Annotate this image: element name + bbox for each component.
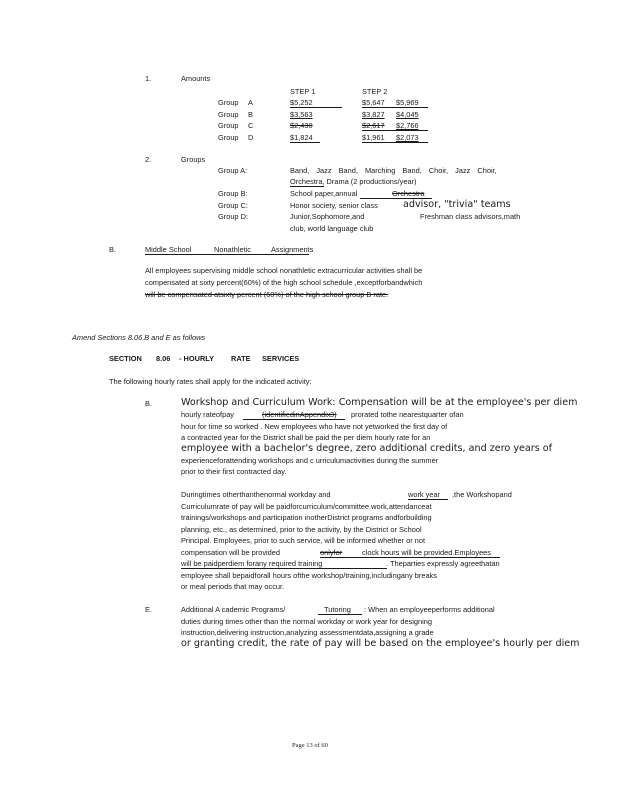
groups-heading: Groups xyxy=(181,155,206,164)
item-b-l5: employee with a bachelor's degree, zero additional credits, and zero years of xyxy=(181,443,553,454)
step1-value: $3,563 xyxy=(290,110,313,119)
step2-value: $1,961 xyxy=(362,133,385,142)
group-letter: A xyxy=(248,98,253,107)
item-b-p2-l7b: . Theparties expressly agreethatan xyxy=(386,559,500,568)
section-number: 8.06 xyxy=(156,354,171,363)
section-label: SECTION xyxy=(109,354,142,363)
item-e-l2: duties during times other than the normal workday or work year for designing xyxy=(181,617,432,626)
item-e-tutoring: Tutoring xyxy=(324,605,351,614)
group-a-text: Band, Jazz Band, Marching Band, Choir, Jazz Choir, xyxy=(290,166,497,175)
item-e-l1c: : When an employeeperforms additional xyxy=(364,605,495,614)
section-title-3: SERVICES xyxy=(262,354,300,363)
step2-value: $5,647 xyxy=(362,98,385,107)
group-letter: D xyxy=(248,133,254,142)
item-b-p2-l2: Curriculumrate of pay will be paidforcurriculum/committee work,attendanceat xyxy=(181,502,432,511)
underline xyxy=(181,568,387,569)
underline xyxy=(318,614,362,615)
group-b-struck: Orchestra xyxy=(392,189,425,198)
item-b-l2c-struck: 3) xyxy=(330,410,337,419)
amounts-number: 1. xyxy=(145,74,152,83)
item-b-letter: B. xyxy=(145,399,152,408)
item-b-p2-l6a: compensation will be provided xyxy=(181,548,281,557)
section-title-1: - HOURLY xyxy=(179,354,215,363)
group-c-text: Honor society, senior class xyxy=(290,201,378,210)
step2-new-value: $4,045 xyxy=(396,110,419,119)
section-intro: The following hourly rates shall apply for the indicated activity: xyxy=(109,377,312,386)
group-letter: B xyxy=(248,110,253,119)
item-b-p2-work-year: work year xyxy=(408,490,441,499)
group-d-text: Junior,Sophomore,and xyxy=(290,212,365,221)
middle-heading-1: Middle School xyxy=(145,245,192,254)
item-b-p2-l7a: will be paidperdiem forany required training xyxy=(181,559,323,568)
item-b-p2-onlyfor-struck: onlyfor xyxy=(320,548,343,557)
item-b-l2d: prorated tothe nearestquarter ofan xyxy=(351,410,464,419)
step2-new-value: $5,969 xyxy=(396,98,419,107)
middle-heading-2: Nonathletic xyxy=(214,245,251,254)
item-e-l1a: Additional A cademic Programs/ xyxy=(181,605,286,614)
item-e-letter: E. xyxy=(145,605,152,614)
item-b-p2-l1b: ,the Workshopand xyxy=(452,490,512,499)
group-a-text-2: Orchestra, Drama (2 productions/year) xyxy=(290,177,417,186)
groups-number: 2. xyxy=(145,155,152,164)
step1-header: STEP 1 xyxy=(290,87,316,96)
underline xyxy=(320,557,500,558)
middle-line-3-struck: will be compensated atsixty percent (60%) of the high school group B rate. xyxy=(145,290,389,299)
item-b-p2-l6b: clock hours will be provided.Employees xyxy=(362,548,491,557)
step1-value: $1,824 xyxy=(290,133,313,142)
underline xyxy=(290,186,324,187)
item-b-p2-l4: planning, etc., as determined, prior to the activity, by the District or School xyxy=(181,525,422,534)
step2-value: $3,827 xyxy=(362,110,385,119)
step2-new-value: $2,073 xyxy=(396,133,419,142)
group-a-label: Group A: xyxy=(218,166,248,175)
item-b-l3: hour for time so worked . New employees who have not yetworked the first day of xyxy=(181,422,448,431)
item-b-l4: a contracted year for the District shall be paid the per diem hourly rate for an xyxy=(181,433,431,442)
step2-new-value: $2,766 xyxy=(396,121,419,130)
item-e-l3: instruction,delivering instruction,analyzing assessmentdata,assigning a grade xyxy=(181,628,434,637)
underline xyxy=(362,142,428,143)
item-b-lead: Workshop and Curriculum Work: Compensation will be at the employee's per diem xyxy=(181,397,578,408)
step2-header: STEP 2 xyxy=(362,87,388,96)
group-label: Group xyxy=(218,98,239,107)
item-b-p2-l9: or meal periods that may occur. xyxy=(181,582,285,591)
underline xyxy=(290,142,320,143)
step1-value: $5,252 xyxy=(290,98,313,107)
item-b-l7: prior to their first contracted day. xyxy=(181,467,287,476)
group-d-text-3: club, world language club xyxy=(290,224,374,233)
item-b-l2a: hourly rateofpay xyxy=(181,410,234,419)
group-c-added: advisor, "trivia" teams xyxy=(403,199,511,210)
item-b-p2-l8: employee shall bepaidforall hours ofthe workshop/training,includingany breaks xyxy=(181,571,437,580)
step1-value: $2,430 xyxy=(290,121,313,130)
item-e-l4: or granting credit, the rate of pay will be based on the employee's hourly per diem xyxy=(181,638,580,649)
step2-value: $2,617 xyxy=(362,121,385,130)
group-d-label: Group D: xyxy=(218,212,248,221)
item-b-p2-l1: Duringtimes otherthanthenormal workday and xyxy=(181,490,331,499)
item-b-l2b-struck: (identifiedinAppendix xyxy=(262,410,331,419)
middle-letter: B. xyxy=(109,245,116,254)
amend-line: Amend Sections 8.06.B and E as follows xyxy=(72,333,206,342)
item-b-p2-l3: trainings/workshops and participation inotherDistrict programs andforbuilding xyxy=(181,513,432,522)
item-b-l6: experienceforattending workshops and c urriculumactivities during the summer xyxy=(181,456,439,465)
group-b-text: School paper,annual xyxy=(290,189,358,198)
group-b-label: Group B: xyxy=(218,189,248,198)
page-footer: Page 13 of 60 xyxy=(292,742,328,749)
item-b-p2-l5: Principal. Employees, prior to such service, will be informed whether or not xyxy=(181,536,425,545)
group-label: Group xyxy=(218,133,239,142)
middle-line-2: compensated at sixty percent(60%) of the high school schedule ,exceptforbandwhich xyxy=(145,278,423,287)
underline xyxy=(290,107,342,108)
group-d-text-2: Freshman class advisors,math xyxy=(420,212,521,221)
middle-heading-3: Assignments xyxy=(271,245,314,254)
amounts-heading: Amounts xyxy=(181,74,211,83)
group-label: Group xyxy=(218,110,239,119)
group-c-label: Group C: xyxy=(218,201,248,210)
middle-line-1: All employees supervising middle school nonathletic extracurricular activities shall be xyxy=(145,266,423,275)
underline xyxy=(243,419,345,420)
heading-underline xyxy=(145,254,309,255)
underline xyxy=(362,130,428,131)
group-label: Group xyxy=(218,121,239,130)
underline xyxy=(408,499,448,500)
underline xyxy=(362,107,428,108)
group-letter: C xyxy=(248,121,254,130)
section-title-2: RATE xyxy=(231,354,251,363)
